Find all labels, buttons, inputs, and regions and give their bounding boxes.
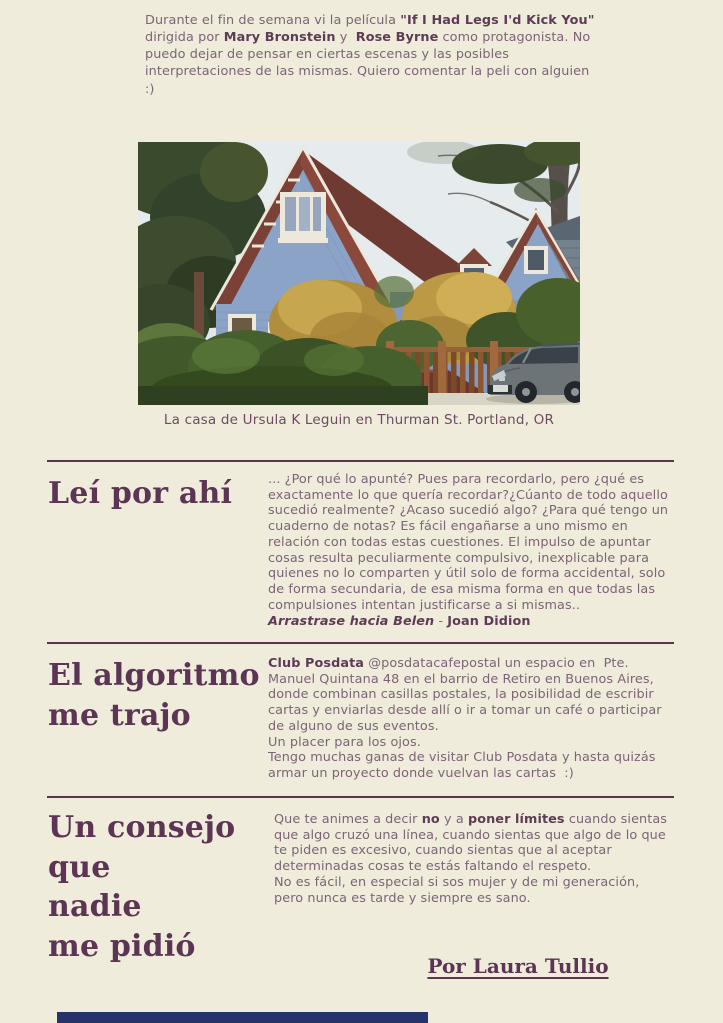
section-divider [47, 460, 674, 462]
house-photo [138, 142, 580, 428]
footer-accent-bar [57, 1012, 428, 1023]
section-body-lei-por-ahi: ... ¿Por qué lo apunté? Pues para recordarlo, pero ¿qué es exactamente lo que quería recordar?¿Cúanto de todo aquello sucedió realmente? ¿Acaso sucedió algo? ¿Para qué tengo un cuaderno de notas? Es fácil engañarse a uno mismo en relación con todas estas cuestiones. El impulso de apuntar cosas resulta peculiarmente compulsivo, inexplicable para quienes no lo comparten y útil solo de forma accidental, solo de forma secundaria, de esa misma forma en que todas las compulsiones intentan justificarse a si mismas.. Arrastrase hacia Belen - Joan Didion [268, 472, 673, 629]
house-photo-illustration [138, 142, 580, 405]
section-heading-lei-por-ahi: Leí por ahí [48, 476, 233, 511]
section-divider [47, 796, 674, 798]
section-heading-un-consejo: Un consejo que nadie me pidió [48, 810, 236, 964]
section-divider [47, 642, 674, 644]
photo-caption: La casa de Ursula K Leguin en Thurman St. Portland, OR [163, 412, 555, 428]
intro-paragraph: Durante el fin de semana vi la película "If I Had Legs I'd Kick You" dirigida por Mary Bronstein y Rose Byrne como protagonista. No puedo dejar de pensar en ciertas escenas y las posibles interpretaciones de las mismas. Quiero comentar la peli con alguien :) [145, 13, 599, 97]
section-body-el-algoritmo: Club Posdata @posdatacafepostal un espacio en Pte. Manuel Quintana 48 en el barrio de Retiro en Buenos Aires, donde combinan casillas postales, la posibilidad de escribir cartas y enviarlas desde allí o ir a tomar un café o participar de alguno de sus eventos. Un placer para los ojos. Tengo muchas ganas de visitar Club Posdata y hasta quizás armar un proyecto donde vuelvan las cartas :) [268, 656, 666, 782]
byline-link[interactable]: Por Laura Tullio [427, 954, 609, 978]
section-body-un-consejo: Que te animes a decir no y a poner límites cuando sientas que algo cruzó una línea, cuando sientas que algo de lo que te piden es excesivo, cuando sientas que al aceptar determinadas cosas te estás faltando el respeto. No es fácil, en especial si sos mujer y de mi generación, pero nunca es tarde y siempre es sano. [274, 812, 672, 906]
section-heading-el-algoritmo: El algoritmo me trajo [48, 658, 260, 733]
